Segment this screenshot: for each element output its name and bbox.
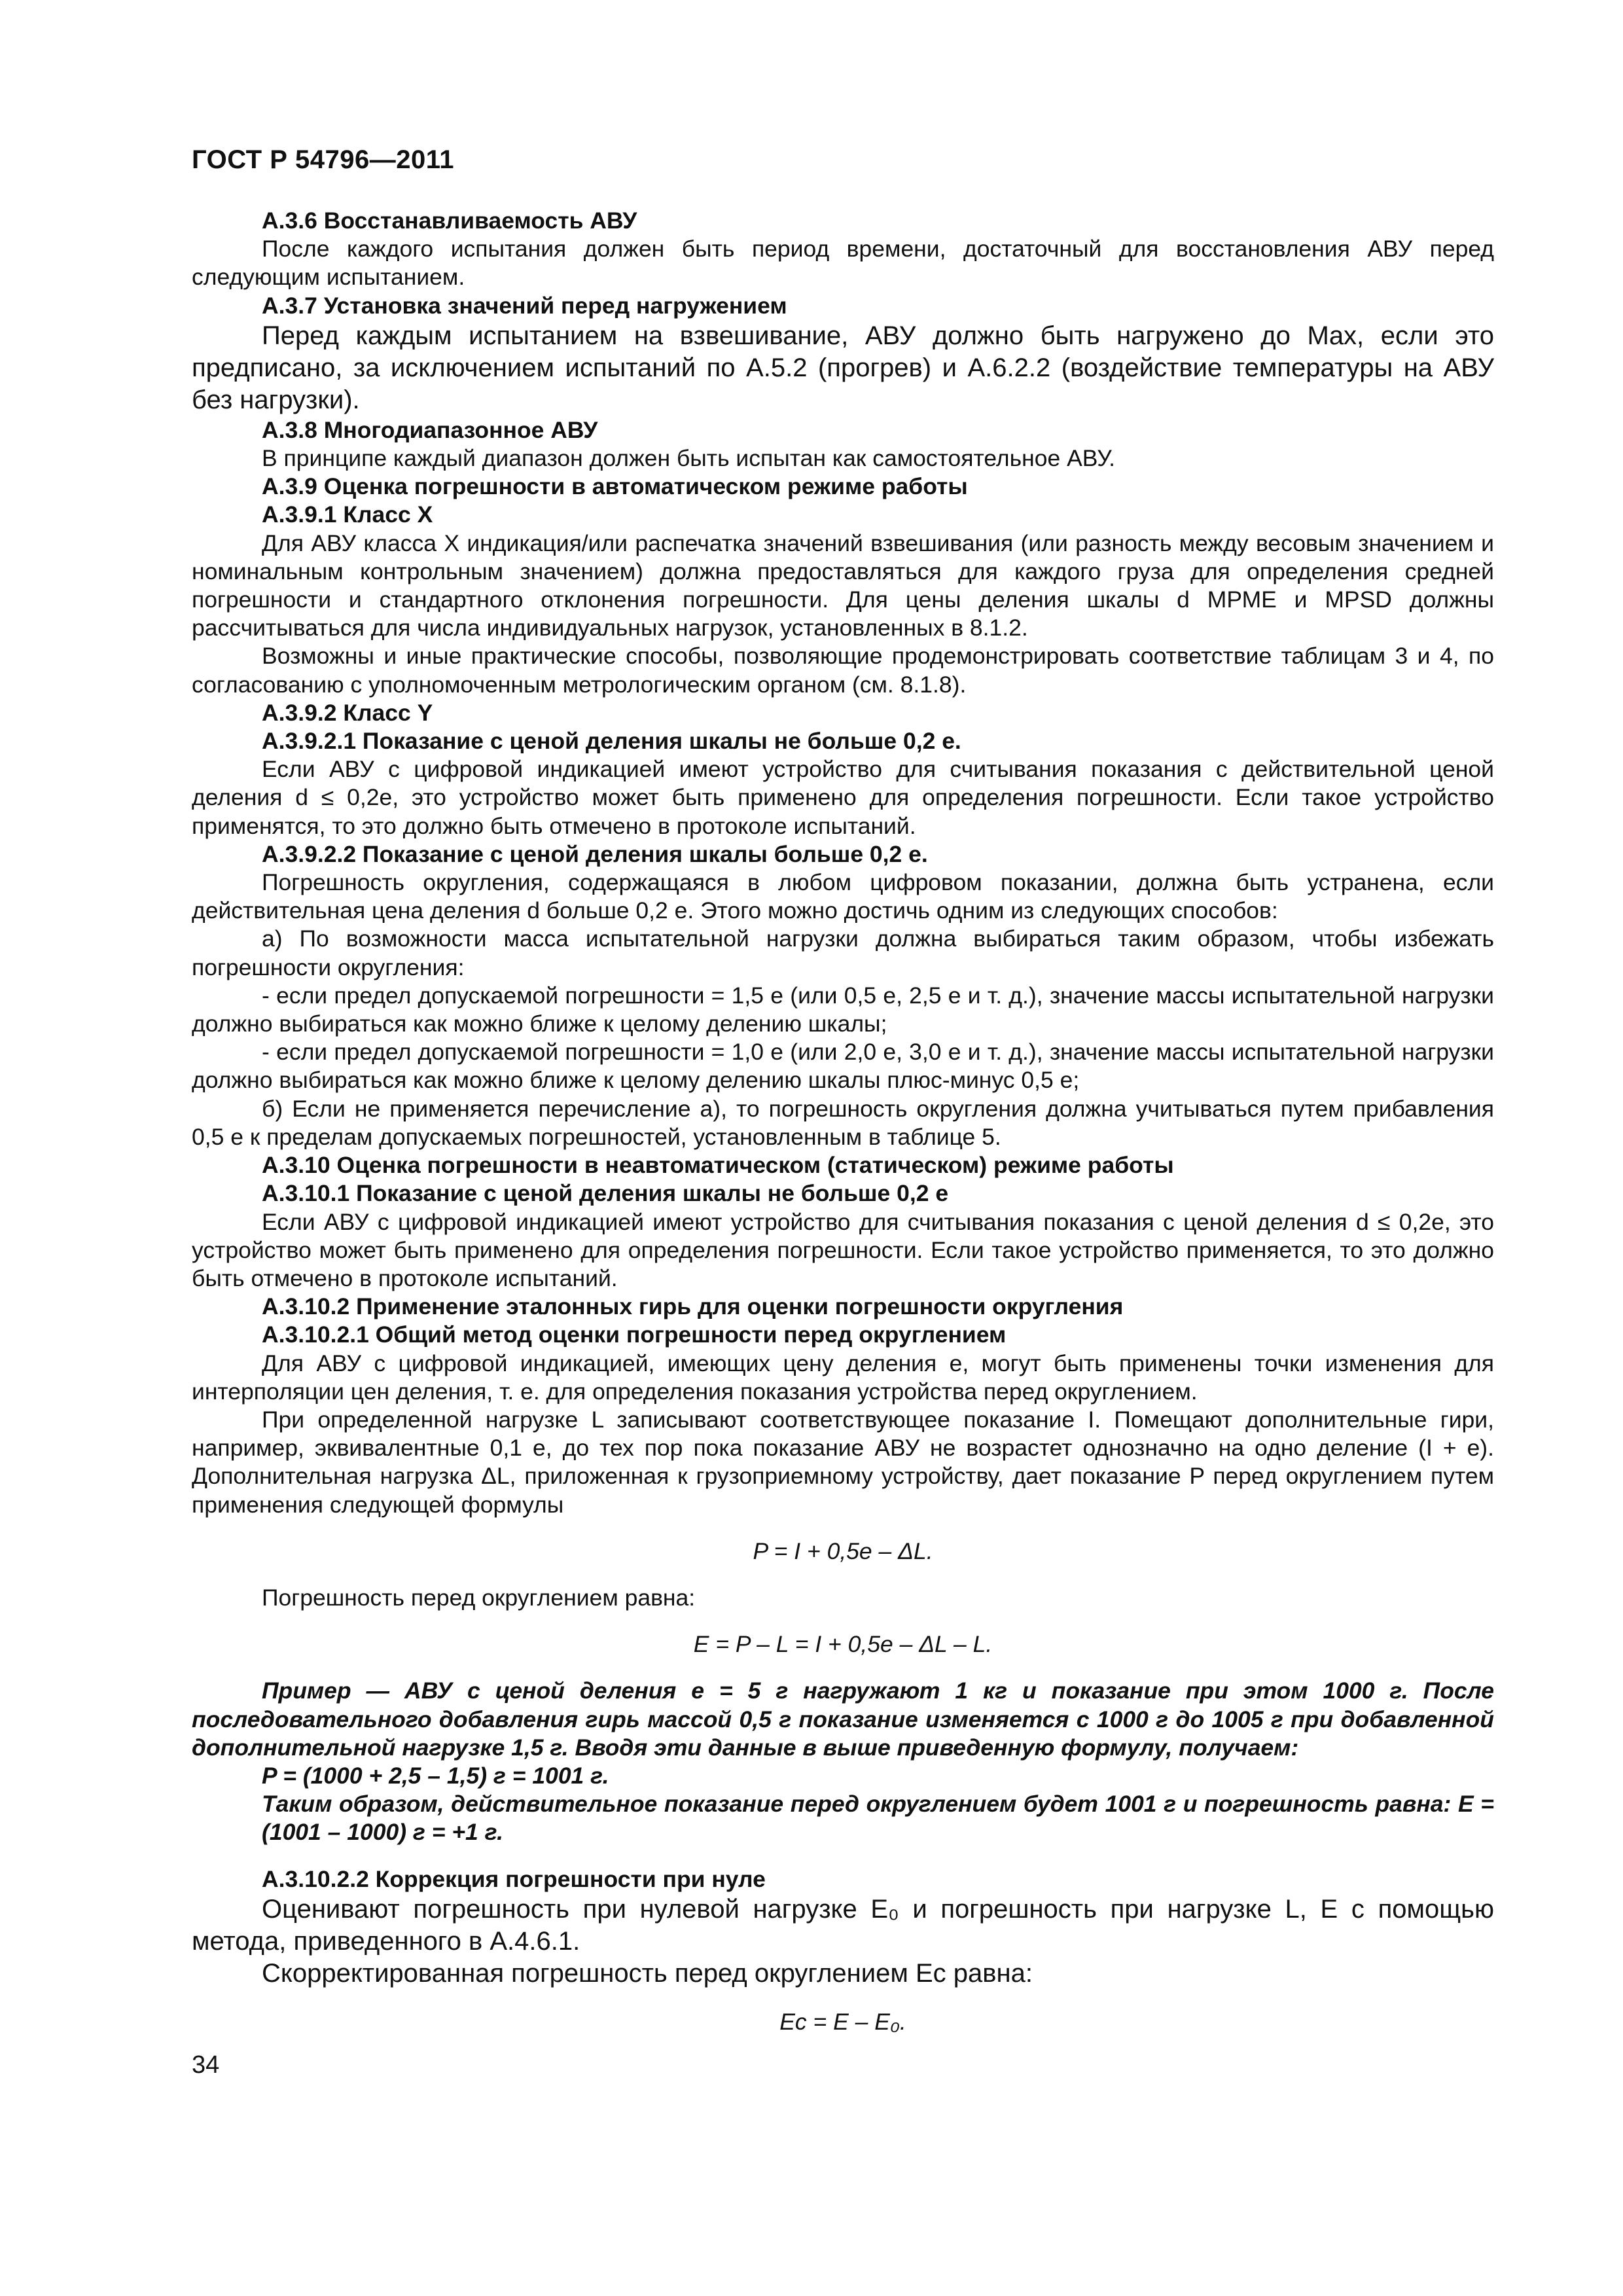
formula: Ec = E – E₀. — [779, 2008, 906, 2035]
list-item: б) Если не применяется перечисление а), то погрешность округления должна учитываться путем прибавления 0,5 e к пределам допускаемых погрешностей, установленным в таблице 5. — [192, 1095, 1494, 1150]
example-formula: P = (1000 + 2,5 – 1,5) г = 1001 г. — [262, 1762, 609, 1789]
section-heading: А.3.9.1 Класс X — [262, 501, 433, 528]
paragraph: При определенной нагрузке L записывают соответствующее показание I. Помещают дополнительные гири, например, эквивалентные 0,1 e, до тех пор пока показание АВУ не возрастет однозначно на одно деление (I + e). Дополнительная нагрузка ΔL, приложенная к грузоприемному устройству, дает показание P перед округлением путем применения следующей формулы — [192, 1406, 1494, 1518]
formula: P = I + 0,5e – ΔL. — [753, 1537, 933, 1564]
section-heading: А.3.10.1 Показание с ценой деления шкалы не больше 0,2 e — [262, 1180, 949, 1207]
formula: E = P – L = I + 0,5e – ΔL – L. — [693, 1631, 993, 1658]
section-heading: А.3.10.2.1 Общий метод оценки погрешности перед округлением — [262, 1321, 1007, 1348]
section-heading: А.3.9.2 Класс Y — [262, 699, 433, 726]
paragraph: Скорректированная погрешность перед округлением Ec равна: — [262, 1958, 1033, 1988]
paragraph: После каждого испытания должен быть период времени, достаточный для восстановления АВУ перед следующим испытанием. — [192, 236, 1494, 291]
paragraph: В принципе каждый диапазон должен быть испытан как самостоятельное АВУ. — [262, 445, 1115, 472]
paragraph: Для АВУ с цифровой индикацией, имеющих цену деления e, могут быть применены точки изменения для интерполяции цен деления, т. е. для определения показания устройства перед округлением. — [192, 1350, 1494, 1405]
section-heading: А.3.7 Установка значений перед нагружением — [262, 292, 787, 319]
paragraph: Возможны и иные практические способы, позволяющие продемонстрировать соответствие таблицам 3 и 4, по согласованию с уполномоченным метрологическим органом (см. 8.1.8). — [192, 643, 1494, 698]
page-number: 34 — [192, 2051, 220, 2079]
paragraph: Для АВУ класса X индикация/или распечатка значений взвешивания (или разность между весовым значением и номинальным контрольным значением) должна предоставляться для каждого груза для определения средней погрешности и стандартного отклонения погрешности. Для цены деления шкалы d МРМЕ и MPSD должны рассчитываться для числа индивидуальных нагрузок, установленных в 8.1.2. — [192, 529, 1494, 641]
section-heading: А.3.6 Восстанавливаемость АВУ — [262, 207, 637, 234]
document-code: ГОСТ Р 54796—2011 — [192, 145, 454, 174]
section-heading: А.3.10.2.2 Коррекция погрешности при нуле — [262, 1865, 766, 1892]
section-heading: А.3.10 Оценка погрешности в неавтоматическом (статическом) режиме работы — [262, 1152, 1174, 1179]
document-body — [192, 207, 1494, 2036]
list-item: а) По возможности масса испытательной нагрузки должна выбираться таким образом, чтобы избежать погрешности округления: — [192, 925, 1494, 980]
section-heading: А.3.8 Многодиапазонное АВУ — [262, 416, 598, 443]
paragraph: Если АВУ с цифровой индикацией имеют устройство для считывания показания с действительной ценой деления d ≤ 0,2e, это устройство может быть применено для определения погрешности. Если такое устройство применятся, то это должно быть отмечено в протоколе испытаний. — [192, 756, 1494, 839]
paragraph: Оценивают погрешность при нулевой нагрузке E₀ и погрешность при нагрузке L, E с помощью метода, приведенного в А.4.6.1. — [192, 1894, 1494, 1956]
section-heading: А.3.9 Оценка погрешности в автоматическом режиме работы — [262, 473, 968, 500]
list-item: - если предел допускаемой погрешности = 1,0 e (или 2,0 e, 3,0 e и т. д.), значение массы испытательной нагрузки должно выбираться как можно ближе к целому делению шкалы плюс-минус 0,5 e; — [192, 1039, 1494, 1094]
paragraph: Погрешность округления, содержащаяся в любом цифровом показании, должна быть устранена, если действительная цена деления d больше 0,2 e. Этого можно достичь одним из следующих способов: — [192, 869, 1494, 924]
example-text: Таким образом, действительное показание перед округлением будет 1001 г и погрешность равна: E = (1001 – 1000) г = +1 г. — [262, 1791, 1494, 1846]
example-text: Пример — АВУ с ценой деления e = 5 г нагружают 1 кг и показание при этом 1000 г. После последовательного добавления гирь массой 0,5 г показание изменяется с 1000 г до 1005 г при добавленной дополнительной нагрузке 1,5 г. Вводя эти данные в выше приведенную формулу, получаем: — [192, 1677, 1494, 1761]
paragraph: Если АВУ с цифровой индикацией имеют устройство для считывания показания с ценой деления d ≤ 0,2e, это устройство может быть применено для определения погрешности. Если такое устройство применяется, то это должно быть отмечено в протоколе испытаний. — [192, 1208, 1494, 1291]
section-heading: А.3.9.2.1 Показание с ценой деления шкалы не больше 0,2 e. — [262, 728, 961, 755]
paragraph: Перед каждым испытанием на взвешивание, АВУ должно быть нагружено до Max, если это предписано, за исключением испытаний по А.5.2 (прогрев) и А.6.2.2 (воздействие температуры на АВУ без нагрузки). — [192, 321, 1494, 414]
section-heading: А.3.10.2 Применение эталонных гирь для оценки погрешности округления — [262, 1293, 1124, 1320]
paragraph: Погрешность перед округлением равна: — [262, 1584, 696, 1611]
list-item: - если предел допускаемой погрешности = 1,5 e (или 0,5 e, 2,5 e и т. д.), значение массы испытательной нагрузки должно выбираться как можно ближе к целому делению шкалы; — [192, 982, 1494, 1037]
section-heading: А.3.9.2.2 Показание с ценой деления шкалы больше 0,2 e. — [262, 840, 928, 867]
